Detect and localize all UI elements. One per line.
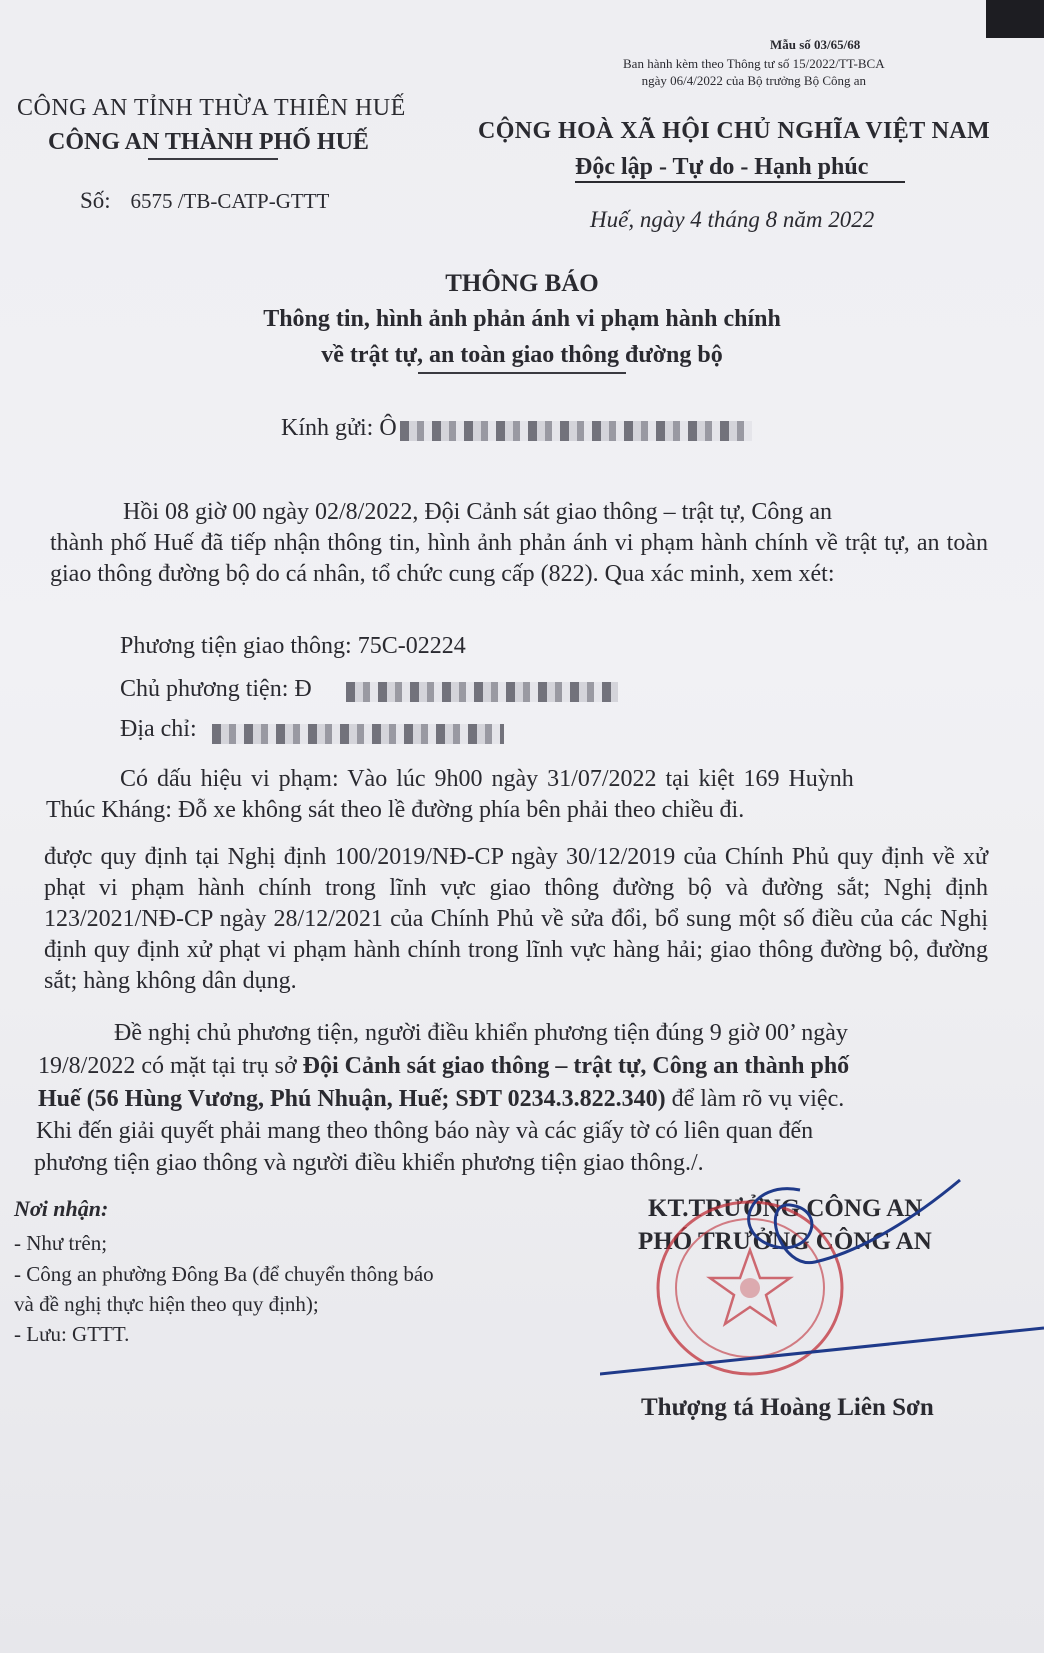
legal-basis: được quy định tại Nghị định 100/2019/NĐ-CP ngày 30/12/2019 của Chính Phủ quy định về xử phạt vi phạm hành chính trong lĩnh vực giao thông đường bộ và đường sắt; Nghị định 123/2021/NĐ-CP ngày 28/12/2021 của Chính Phủ về sửa đổi, bổ sung một số điều của các Nghị định quy định xử phạt vi phạm hành chính trong lĩnh vực hàng hải; giao thông đường bộ, đường sắt; hàng không dân dụng.: [44, 844, 988, 994]
request-line3-a: Huế (56 Hùng Vương, Phú Nhuận, Huế; SĐT 0234.3.822.340): [38, 1086, 666, 1112]
request-line2-a: 19/8/2022 có mặt tại trụ sở: [38, 1053, 303, 1079]
owner-label: Chủ phương tiện:: [120, 676, 289, 702]
receivers-title: Nơi nhận:: [14, 1196, 109, 1221]
address-redacted: [212, 724, 504, 744]
agency-underline: [148, 158, 278, 160]
request-line2: [38, 1053, 849, 1080]
document-subtitle-2: về trật tự, an toàn giao thông đường bộ: [321, 342, 723, 368]
owner-initial: Đ: [294, 676, 312, 702]
form-reference-line1: Ban hành kèm theo Thông tư số 15/2022/TT-BCA: [623, 56, 885, 71]
recipient-initial: Ô: [379, 415, 397, 441]
vehicle-label: Phương tiện giao thông:: [120, 633, 358, 659]
vehicle-plate: 75C-02224: [357, 633, 466, 659]
recipient: [281, 415, 397, 442]
intro-rest: thành phố Huế đã tiếp nhận thông tin, hình ảnh phản ánh vi phạm hành chính về trật tự, an toàn giao thông đường bộ do cá nhân, tổ chức cung cấp (822). Qua xác minh, xem xét:: [50, 530, 988, 587]
request-line3-b: để làm rõ vụ việc.: [665, 1086, 845, 1112]
recipient-redacted: [400, 421, 752, 441]
national-motto: Độc lập - Tự do - Hạnh phúc: [575, 154, 869, 180]
receiver-item: - Công an phường Đông Ba (để chuyển thông báo: [14, 1262, 434, 1286]
photo-background-edge: [986, 0, 1044, 38]
motto-underline: [575, 181, 905, 183]
vehicle-line: [120, 633, 466, 660]
receiver-item: và đề nghị thực hiện theo quy định);: [14, 1292, 319, 1316]
form-reference: [623, 55, 885, 89]
signature-title-2: PHÓ TRƯỞNG CÔNG AN: [638, 1228, 932, 1255]
address-label: Địa chỉ:: [120, 716, 197, 742]
document-subtitle-1: Thông tin, hình ảnh phản ánh vi phạm hành chính: [263, 306, 781, 332]
agency-name: CÔNG AN THÀNH PHỐ HUẾ: [48, 129, 369, 155]
request-line4: Khi đến giải quyết phải mang theo thông báo này và các giấy tờ có liên quan đến: [36, 1118, 814, 1144]
violation-line2: Thúc Kháng: Đỗ xe không sát theo lề đường phía bên phải theo chiều đi.: [46, 797, 745, 823]
request-line3: [38, 1086, 844, 1113]
form-number: Mẫu số 03/65/68: [770, 37, 861, 52]
request-line2-b: Đội Cảnh sát giao thông – trật tự, Công an thành phố: [302, 1053, 850, 1079]
nation-name: CỘNG HOÀ XÃ HỘI CHỦ NGHĨA VIỆT NAM: [478, 118, 991, 144]
form-reference-line2: ngày 06/4/2022 của Bộ trưởng Bộ Công an: [641, 73, 867, 88]
place-date: Huế, ngày 4 tháng 8 năm 2022: [590, 207, 875, 232]
document-number-value: 6575 /TB-CATP-GTTT: [130, 189, 330, 213]
document-number: [80, 188, 329, 214]
owner-redacted: [346, 682, 618, 702]
document-number-label: Số:: [80, 188, 111, 213]
receiver-item: - Lưu: GTTT.: [14, 1322, 130, 1346]
owner-line: [120, 676, 312, 703]
request-line1: Đề nghị chủ phương tiện, người điều khiển phương tiện đúng 9 giờ 00’ ngày: [114, 1020, 848, 1046]
intro-line1: Hồi 08 giờ 00 ngày 02/8/2022, Đội Cảnh sát giao thông – trật tự, Công an: [123, 499, 832, 525]
violation-line1: Có dấu hiệu vi phạm: Vào lúc 9h00 ngày 31/07/2022 tại kiệt 169 Huỳnh: [120, 766, 854, 792]
signature-title-1: KT.TRƯỞNG CÔNG AN: [648, 1195, 923, 1222]
signer-name: Thượng tá Hoàng Liên Sơn: [641, 1394, 934, 1421]
recipient-label: Kính gửi:: [281, 415, 374, 441]
request-line5: phương tiện giao thông và người điều khiển phương tiện giao thông./.: [34, 1150, 704, 1176]
document-title: THÔNG BÁO: [445, 270, 599, 297]
handwritten-signature-icon: [600, 1150, 1044, 1410]
subtitle-underline: [418, 372, 626, 374]
agency-parent: CÔNG AN TỈNH THỪA THIÊN HUẾ: [17, 95, 406, 121]
receiver-item: - Như trên;: [14, 1231, 108, 1255]
